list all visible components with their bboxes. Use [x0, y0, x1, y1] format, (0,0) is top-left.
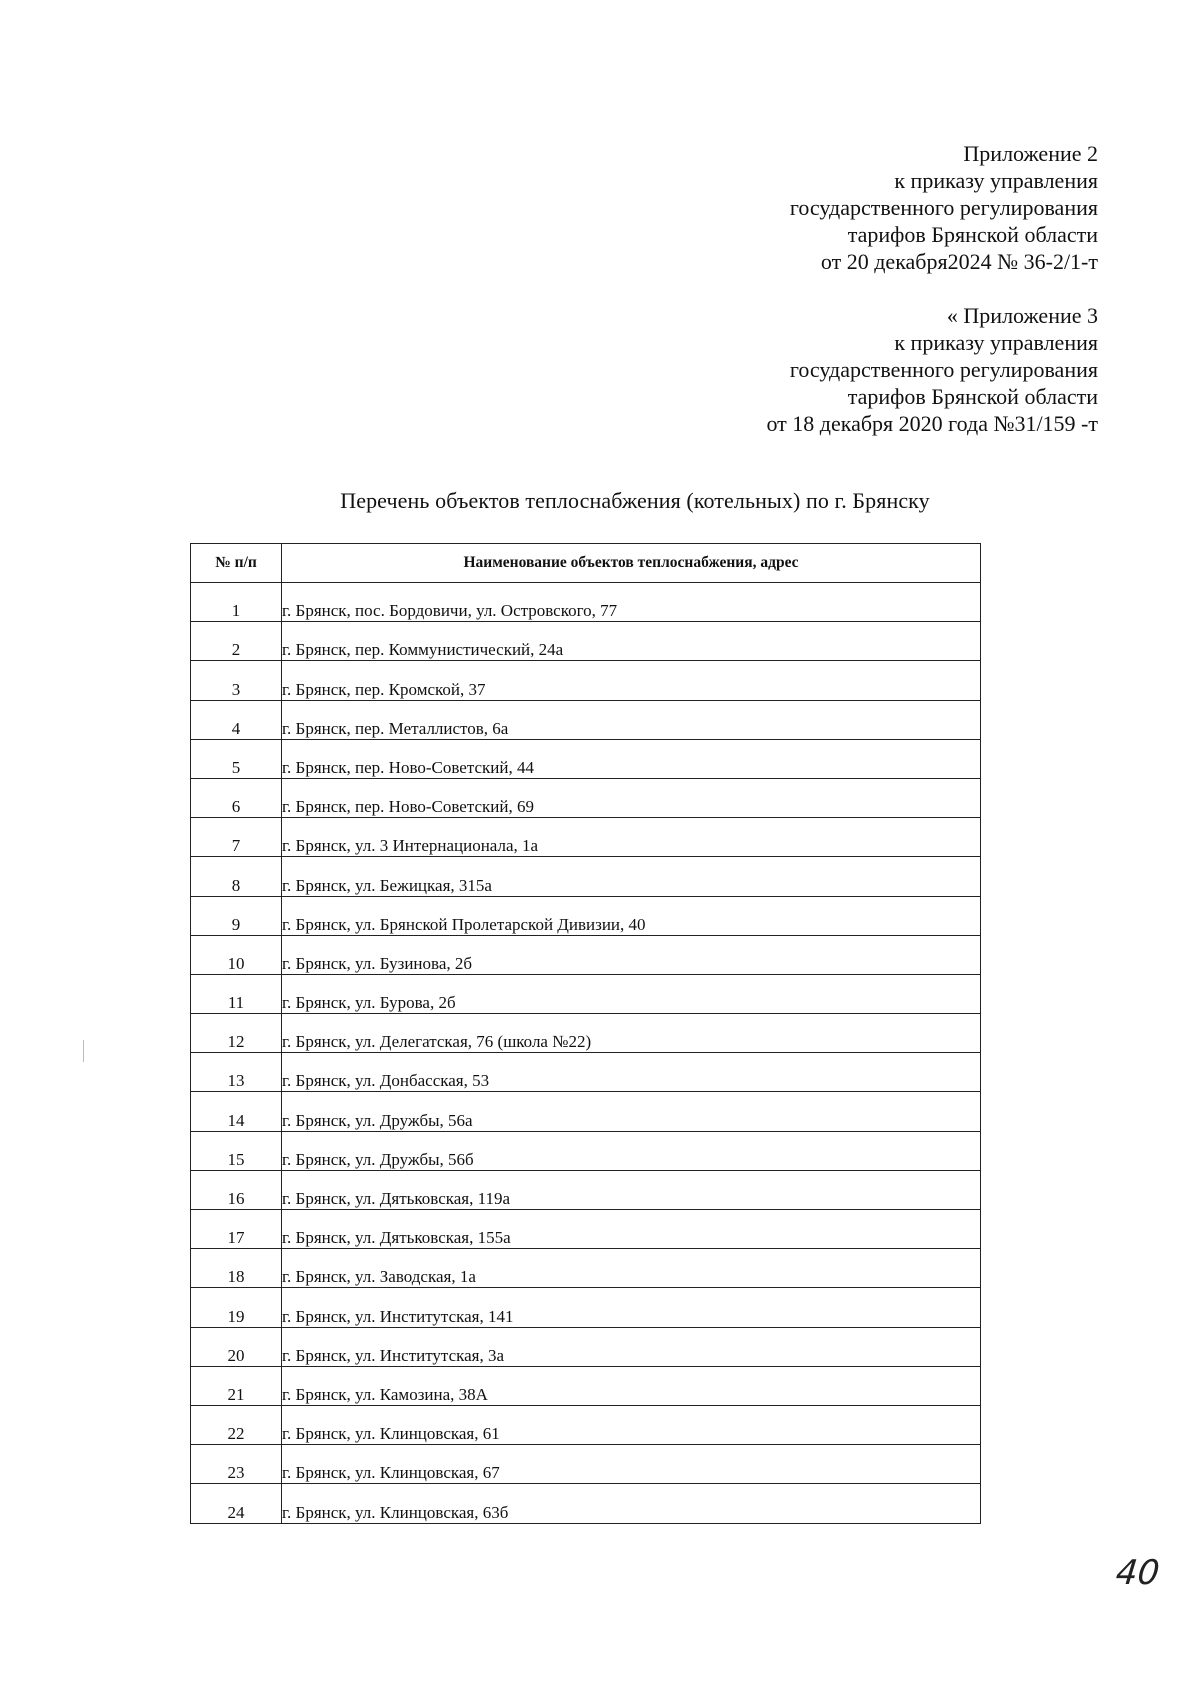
header-line: Приложение 2 — [963, 141, 1098, 166]
object-address: г. Брянск, пер. Ново-Советский, 44 — [282, 739, 981, 778]
object-address: г. Брянск, ул. Бежицкая, 315а — [282, 857, 981, 896]
table-row — [191, 1445, 981, 1484]
table-row — [191, 974, 981, 1013]
object-address: г. Брянск, ул. Бурова, 2б — [282, 974, 981, 1013]
table-row — [191, 857, 981, 896]
object-address: г. Брянск, ул. Бузинова, 2б — [282, 935, 981, 974]
header-line: к приказу управления — [894, 168, 1098, 193]
table-row — [191, 1405, 981, 1444]
object-address: г. Брянск, пос. Бордовичи, ул. Островского, 77 — [282, 583, 981, 622]
object-address: г. Брянск, ул. Клинцовская, 63б — [282, 1484, 981, 1523]
object-address: г. Брянск, ул. Донбасская, 53 — [282, 1053, 981, 1092]
header-line: государственного регулирования — [789, 357, 1098, 382]
table-row — [191, 583, 981, 622]
row-number: 22 — [191, 1405, 282, 1444]
object-address: г. Брянск, ул. Дружбы, 56б — [282, 1131, 981, 1170]
row-number: 16 — [191, 1170, 282, 1209]
row-number: 18 — [191, 1249, 282, 1288]
table-row — [191, 818, 981, 857]
table-row — [191, 622, 981, 661]
row-number: 6 — [191, 778, 282, 817]
row-number: 8 — [191, 857, 282, 896]
table-row — [191, 700, 981, 739]
row-number: 7 — [191, 818, 282, 857]
row-number: 11 — [191, 974, 282, 1013]
row-number: 5 — [191, 739, 282, 778]
object-address: г. Брянск, ул. Камозина, 38А — [282, 1366, 981, 1405]
table-row — [191, 1249, 981, 1288]
row-number: 12 — [191, 1014, 282, 1053]
heat-supply-objects-table — [190, 543, 981, 1524]
object-address: г. Брянск, ул. 3 Интернационала, 1а — [282, 818, 981, 857]
row-number: 23 — [191, 1445, 282, 1484]
object-address: г. Брянск, пер. Металлистов, 6а — [282, 700, 981, 739]
row-number: 9 — [191, 896, 282, 935]
object-address: г. Брянск, пер. Ново-Советский, 69 — [282, 778, 981, 817]
row-number: 4 — [191, 700, 282, 739]
table-row — [191, 661, 981, 700]
row-number: 15 — [191, 1131, 282, 1170]
table-row — [191, 1170, 981, 1209]
row-number: 2 — [191, 622, 282, 661]
table-row — [191, 896, 981, 935]
object-address: г. Брянск, ул. Институтская, 141 — [282, 1288, 981, 1327]
table-row — [191, 935, 981, 974]
row-number: 13 — [191, 1053, 282, 1092]
row-number: 14 — [191, 1092, 282, 1131]
row-number: 10 — [191, 935, 282, 974]
table-row — [191, 1131, 981, 1170]
appendix-2-header — [790, 140, 1098, 275]
table-row — [191, 778, 981, 817]
row-number: 21 — [191, 1366, 282, 1405]
scan-artifact — [83, 1040, 84, 1062]
table-row — [191, 1014, 981, 1053]
appendix-3-header — [766, 302, 1098, 437]
header-line: « Приложение 3 — [946, 303, 1098, 328]
header-line: государственного регулирования — [789, 195, 1098, 220]
object-address: г. Брянск, пер. Кромской, 37 — [282, 661, 981, 700]
object-address: г. Брянск, ул. Дятьковская, 155а — [282, 1210, 981, 1249]
object-address: г. Брянск, ул. Институтская, 3а — [282, 1327, 981, 1366]
column-header-number: № п/п — [191, 544, 282, 583]
row-number: 17 — [191, 1210, 282, 1249]
object-address: г. Брянск, пер. Коммунистический, 24а — [282, 622, 981, 661]
row-number: 3 — [191, 661, 282, 700]
header-line: от 18 декабря 2020 года №31/159 -т — [766, 411, 1098, 436]
object-address: г. Брянск, ул. Дружбы, 56а — [282, 1092, 981, 1131]
row-number: 20 — [191, 1327, 282, 1366]
header-line: от 20 декабря2024 № 36-2/1-т — [820, 249, 1098, 274]
table-row — [191, 1366, 981, 1405]
row-number: 1 — [191, 583, 282, 622]
document-title: Перечень объектов теплоснабжения (котельных) по г. Брянску — [340, 488, 930, 513]
table-row — [191, 739, 981, 778]
table-row — [191, 1092, 981, 1131]
table-row — [191, 1288, 981, 1327]
column-header-name: Наименование объектов теплоснабжения, адрес — [282, 544, 981, 583]
object-address: г. Брянск, ул. Клинцовская, 61 — [282, 1405, 981, 1444]
row-number: 19 — [191, 1288, 282, 1327]
object-address: г. Брянск, ул. Брянской Пролетарской Дивизии, 40 — [282, 896, 981, 935]
object-address: г. Брянск, ул. Дятьковская, 119а — [282, 1170, 981, 1209]
table-row — [191, 1053, 981, 1092]
table-body — [191, 583, 981, 1524]
header-line: к приказу управления — [894, 330, 1098, 355]
object-address: г. Брянск, ул. Клинцовская, 67 — [282, 1445, 981, 1484]
table-header-row — [191, 544, 981, 583]
table-row — [191, 1327, 981, 1366]
object-address: г. Брянск, ул. Делегатская, 76 (школа №22) — [282, 1014, 981, 1053]
object-address: г. Брянск, ул. Заводская, 1а — [282, 1249, 981, 1288]
table-row — [191, 1210, 981, 1249]
handwritten-page-number: 40 — [1113, 1553, 1162, 1593]
row-number: 24 — [191, 1484, 282, 1523]
header-line: тарифов Брянской области — [847, 384, 1098, 409]
table-row — [191, 1484, 981, 1523]
header-line: тарифов Брянской области — [847, 222, 1098, 247]
